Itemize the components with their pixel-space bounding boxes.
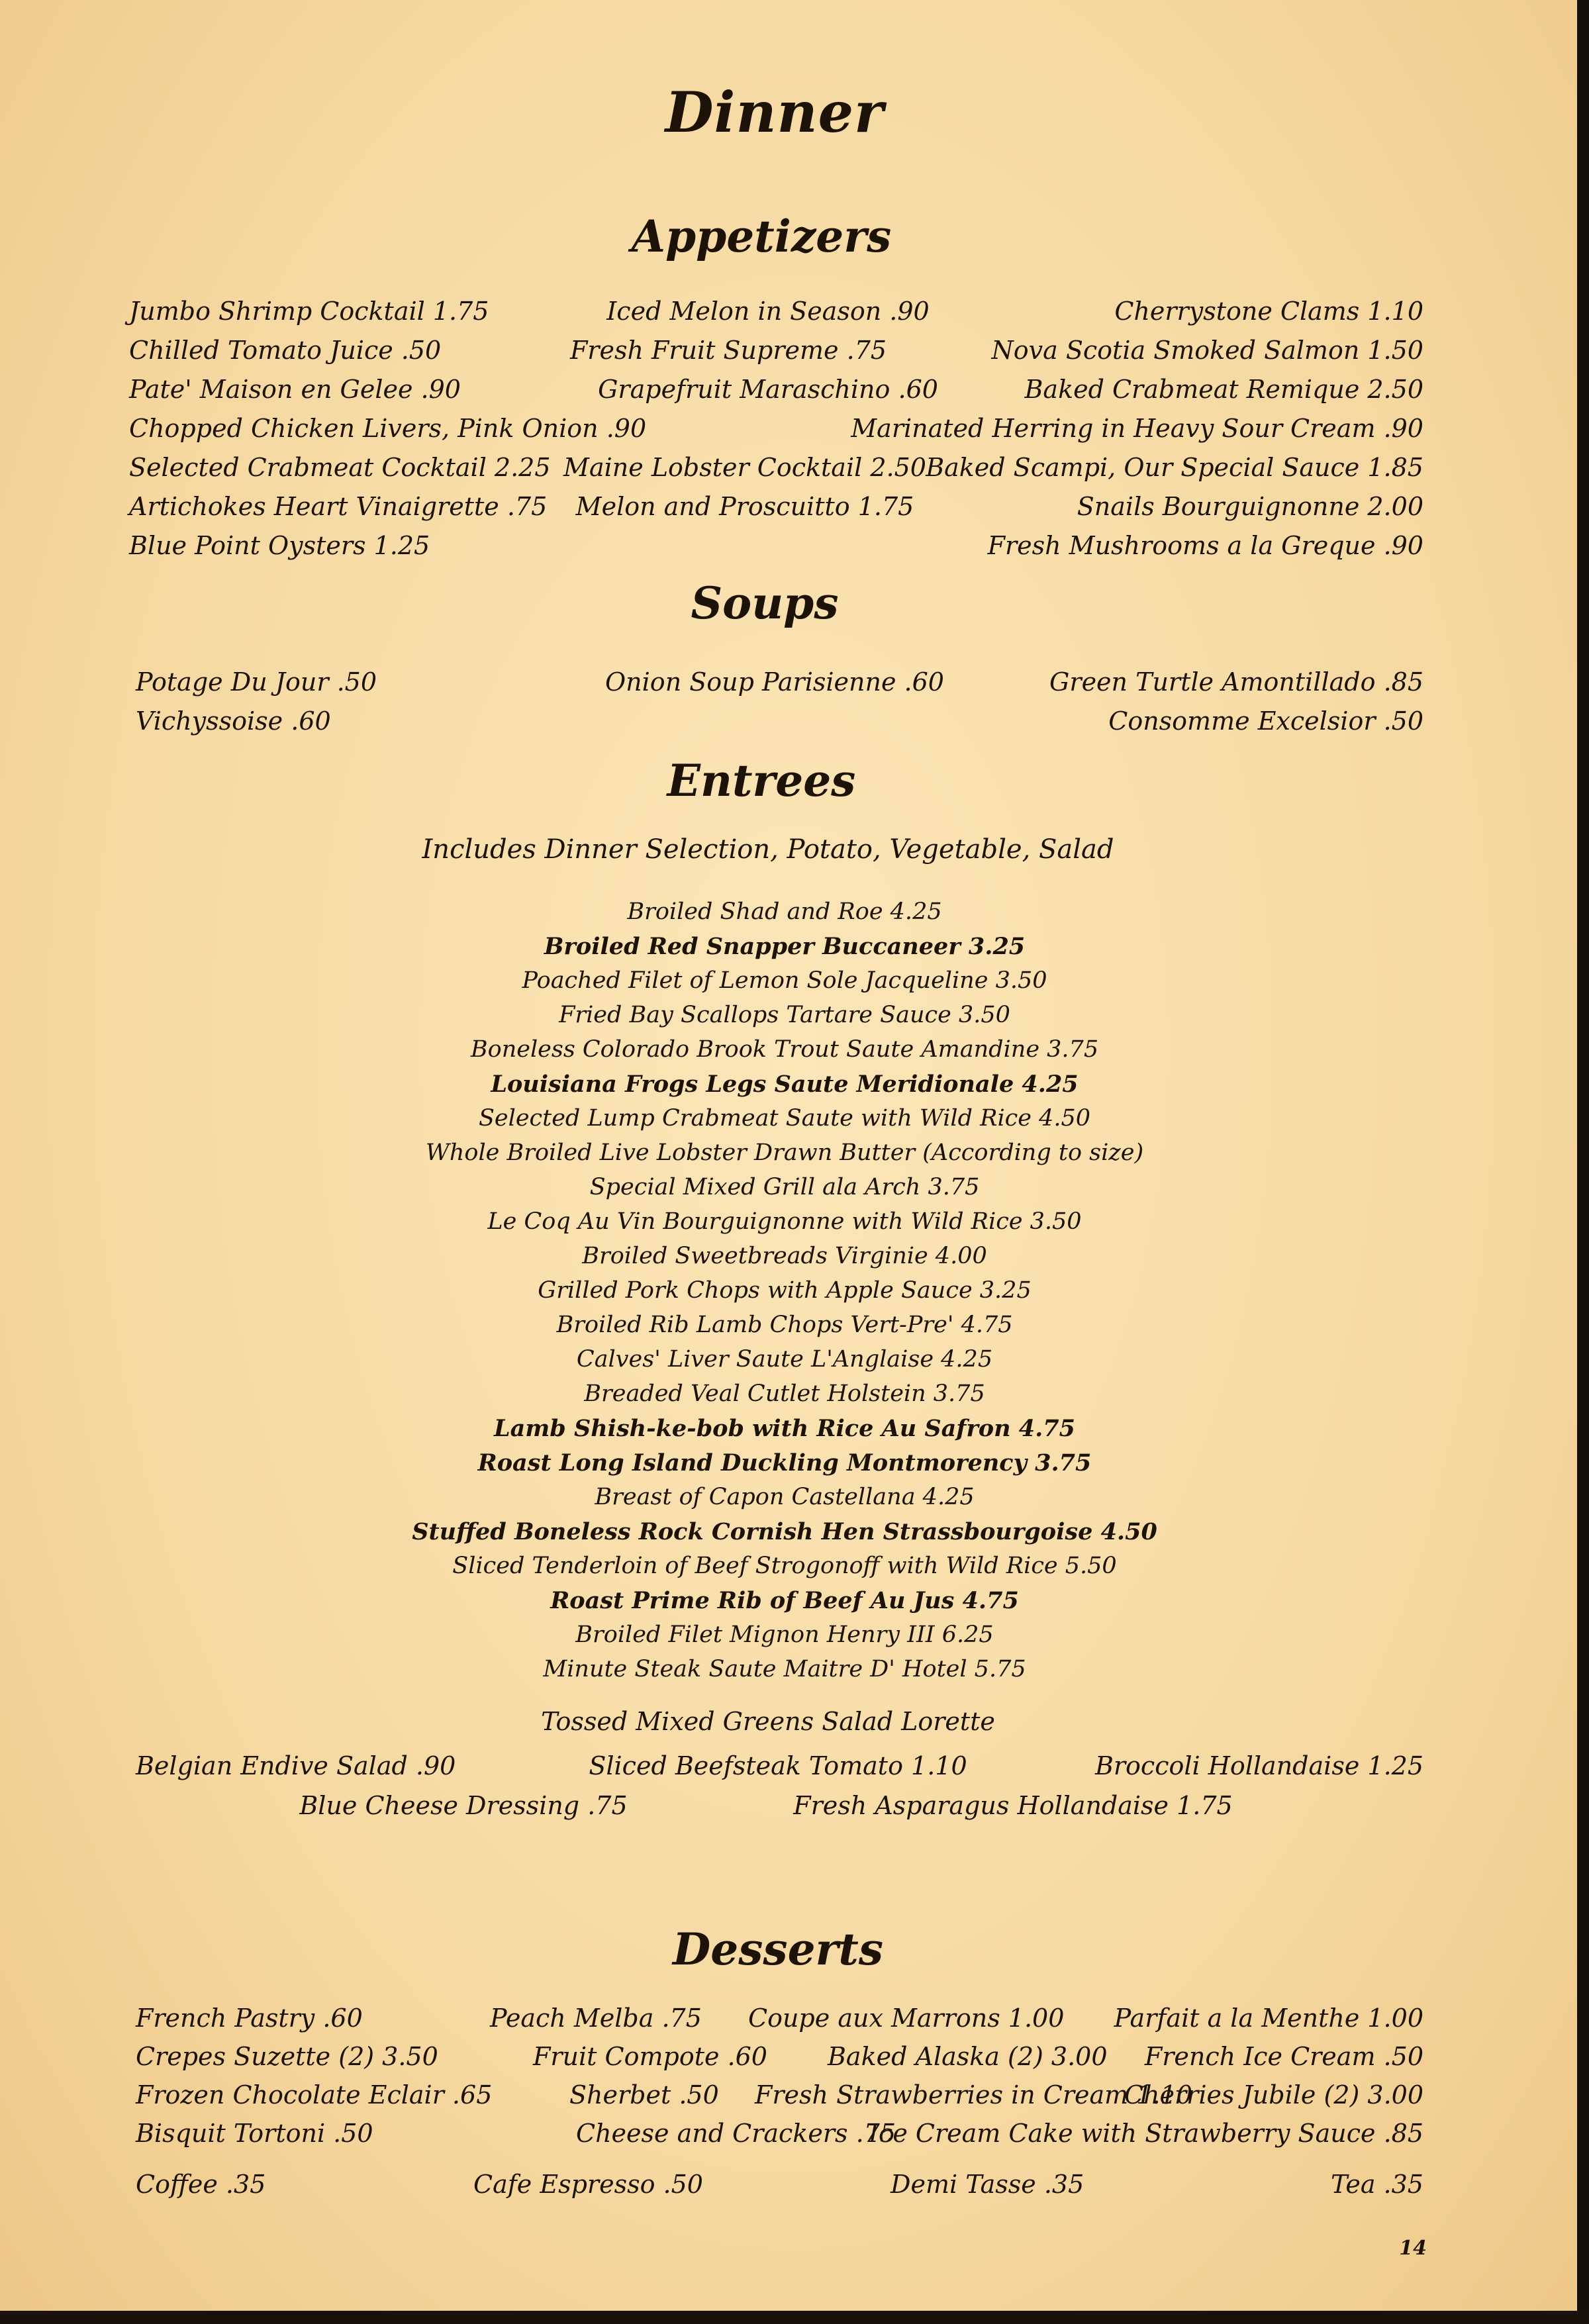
dessert-item: Peach Melba .75 xyxy=(490,2004,702,2033)
appetizer-item: Grapefruit Maraschino .60 xyxy=(598,375,938,404)
dessert-item: French Pastry .60 xyxy=(136,2004,363,2033)
appetizer-item: Cherrystone Clams 1.10 xyxy=(1114,297,1423,326)
appetizers-heading: Appetizers xyxy=(631,211,892,262)
side-item: Blue Cheese Dressing .75 xyxy=(299,1791,628,1820)
appetizer-item: Fresh Mushrooms a la Greque .90 xyxy=(987,531,1423,560)
dessert-item: Cheese and Crackers .75 xyxy=(576,2119,896,2148)
entree-item: Broiled Sweetbreads Virginie 4.00 xyxy=(582,1243,987,1269)
appetizer-item: Marinated Herring in Heavy Sour Cream .90 xyxy=(851,414,1423,443)
entree-item: Calves' Liver Saute L'Anglaise 4.25 xyxy=(576,1346,993,1373)
appetizer-item: Chopped Chicken Livers, Pink Onion .90 xyxy=(129,414,647,443)
entree-item: Fried Bay Scallops Tartare Sauce 3.50 xyxy=(559,1002,1010,1028)
dessert-item: Crepes Suzette (2) 3.50 xyxy=(136,2042,438,2071)
entree-item: Whole Broiled Live Lobster Drawn Butter (According to size) xyxy=(425,1139,1144,1166)
salad-line: Tossed Mixed Greens Salad Lorette xyxy=(541,1707,995,1736)
entree-item: Grilled Pork Chops with Apple Sauce 3.25 xyxy=(538,1277,1032,1304)
dessert-item: Coupe aux Marrons 1.00 xyxy=(748,2004,1065,2033)
entree-item: Roast Prime Rib of Beef Au Jus 4.75 xyxy=(550,1587,1019,1614)
page-title: Dinner xyxy=(665,79,885,145)
entree-item: Broiled Shad and Roe 4.25 xyxy=(627,898,942,925)
dessert-item: Baked Alaska (2) 3.00 xyxy=(828,2042,1108,2071)
entree-item: Special Mixed Grill ala Arch 3.75 xyxy=(589,1174,980,1200)
entree-item: Broiled Filet Mignon Henry III 6.25 xyxy=(575,1622,994,1648)
appetizer-item: Maine Lobster Cocktail 2.50 xyxy=(563,453,926,482)
entree-item: Breast of Capon Castellana 4.25 xyxy=(595,1484,975,1510)
appetizer-item: Baked Crabmeat Remique 2.50 xyxy=(1024,375,1423,404)
entree-item: Broiled Rib Lamb Chops Vert-Pre' 4.75 xyxy=(556,1312,1013,1338)
beverage-item: Cafe Espresso .50 xyxy=(473,2170,703,2199)
entree-item: Lamb Shish-ke-bob with Rice Au Safron 4.75 xyxy=(493,1415,1076,1442)
appetizer-item: Iced Melon in Season .90 xyxy=(606,297,930,326)
entree-item: Boneless Colorado Brook Trout Saute Amandine 3.75 xyxy=(470,1036,1099,1063)
entree-item: Breaded Veal Cutlet Holstein 3.75 xyxy=(584,1380,985,1407)
entree-item: Stuffed Boneless Rock Cornish Hen Strassbourgoise 4.50 xyxy=(412,1518,1157,1545)
side-item: Sliced Beefsteak Tomato 1.10 xyxy=(589,1751,967,1780)
dessert-item: Ice Cream Cake with Strawberry Sauce .85 xyxy=(869,2119,1423,2148)
appetizer-item: Fresh Fruit Supreme .75 xyxy=(569,336,887,365)
dessert-item: Fruit Compote .60 xyxy=(533,2042,767,2071)
soup-item: Consomme Excelsior .50 xyxy=(1108,706,1423,736)
entree-item: Selected Lump Crabmeat Saute with Wild Rice 4.50 xyxy=(478,1105,1091,1132)
appetizer-item: Chilled Tomato Juice .50 xyxy=(129,336,442,365)
entree-item: Poached Filet of Lemon Sole Jacqueline 3.50 xyxy=(522,967,1047,994)
entree-item: Sliced Tenderloin of Beef Strogonoff with Wild Rice 5.50 xyxy=(452,1553,1117,1579)
appetizer-item: Jumbo Shrimp Cocktail 1.75 xyxy=(129,297,489,326)
soup-item: Potage Du Jour .50 xyxy=(136,667,377,697)
appetizer-item: Artichokes Heart Vinaigrette .75 xyxy=(129,492,548,521)
desserts-heading: Desserts xyxy=(673,1923,883,1975)
dessert-item: Bisquit Tortoni .50 xyxy=(136,2119,373,2148)
beverage-item: Tea .35 xyxy=(1330,2170,1423,2199)
appetizer-item: Snails Bourguignonne 2.00 xyxy=(1077,492,1423,521)
beverage-item: Demi Tasse .35 xyxy=(891,2170,1084,2199)
entree-item: Broiled Red Snapper Buccaneer 3.25 xyxy=(544,933,1026,960)
dessert-item: Frozen Chocolate Eclair .65 xyxy=(136,2080,493,2109)
dessert-item: Fresh Strawberries in Cream 1.10 xyxy=(755,2080,1192,2109)
appetizer-item: Baked Scampi, Our Special Sauce 1.85 xyxy=(926,453,1423,482)
appetizer-item: Nova Scotia Smoked Salmon 1.50 xyxy=(991,336,1423,365)
soup-item: Vichyssoise .60 xyxy=(136,706,331,736)
side-item: Fresh Asparagus Hollandaise 1.75 xyxy=(793,1791,1233,1820)
entrees-subtitle: Includes Dinner Selection, Potato, Vegetable, Salad xyxy=(422,834,1114,865)
entree-item: Le Coq Au Vin Bourguignonne with Wild Rice 3.50 xyxy=(487,1208,1082,1235)
entree-item: Louisiana Frogs Legs Saute Meridionale 4.25 xyxy=(491,1071,1079,1098)
appetizer-item: Selected Crabmeat Cocktail 2.25 xyxy=(129,453,551,482)
entree-item: Minute Steak Saute Maitre D' Hotel 5.75 xyxy=(543,1656,1026,1682)
entrees-heading: Entrees xyxy=(667,755,856,806)
page-edge-shadow xyxy=(1577,0,1589,2324)
soups-heading: Soups xyxy=(691,577,839,629)
dessert-item: Sherbet .50 xyxy=(569,2080,719,2109)
side-item: Belgian Endive Salad .90 xyxy=(136,1751,456,1780)
dessert-item: Cherries Jubile (2) 3.00 xyxy=(1124,2080,1423,2109)
dessert-item: French Ice Cream .50 xyxy=(1144,2042,1423,2071)
soup-item: Onion Soup Parisienne .60 xyxy=(605,667,944,697)
dessert-item: Parfait a la Menthe 1.00 xyxy=(1114,2004,1423,2033)
page-bottom-edge xyxy=(0,2311,1589,2324)
appetizer-item: Blue Point Oysters 1.25 xyxy=(129,531,430,560)
side-item: Broccoli Hollandaise 1.25 xyxy=(1094,1751,1423,1780)
soup-item: Green Turtle Amontillado .85 xyxy=(1049,667,1423,697)
page-number: 14 xyxy=(1399,2237,1427,2260)
entree-item: Roast Long Island Duckling Montmorency 3.75 xyxy=(477,1449,1092,1477)
appetizer-item: Melon and Proscuitto 1.75 xyxy=(575,492,914,521)
beverage-item: Coffee .35 xyxy=(136,2170,266,2199)
appetizer-item: Pate' Maison en Gelee .90 xyxy=(129,375,461,404)
